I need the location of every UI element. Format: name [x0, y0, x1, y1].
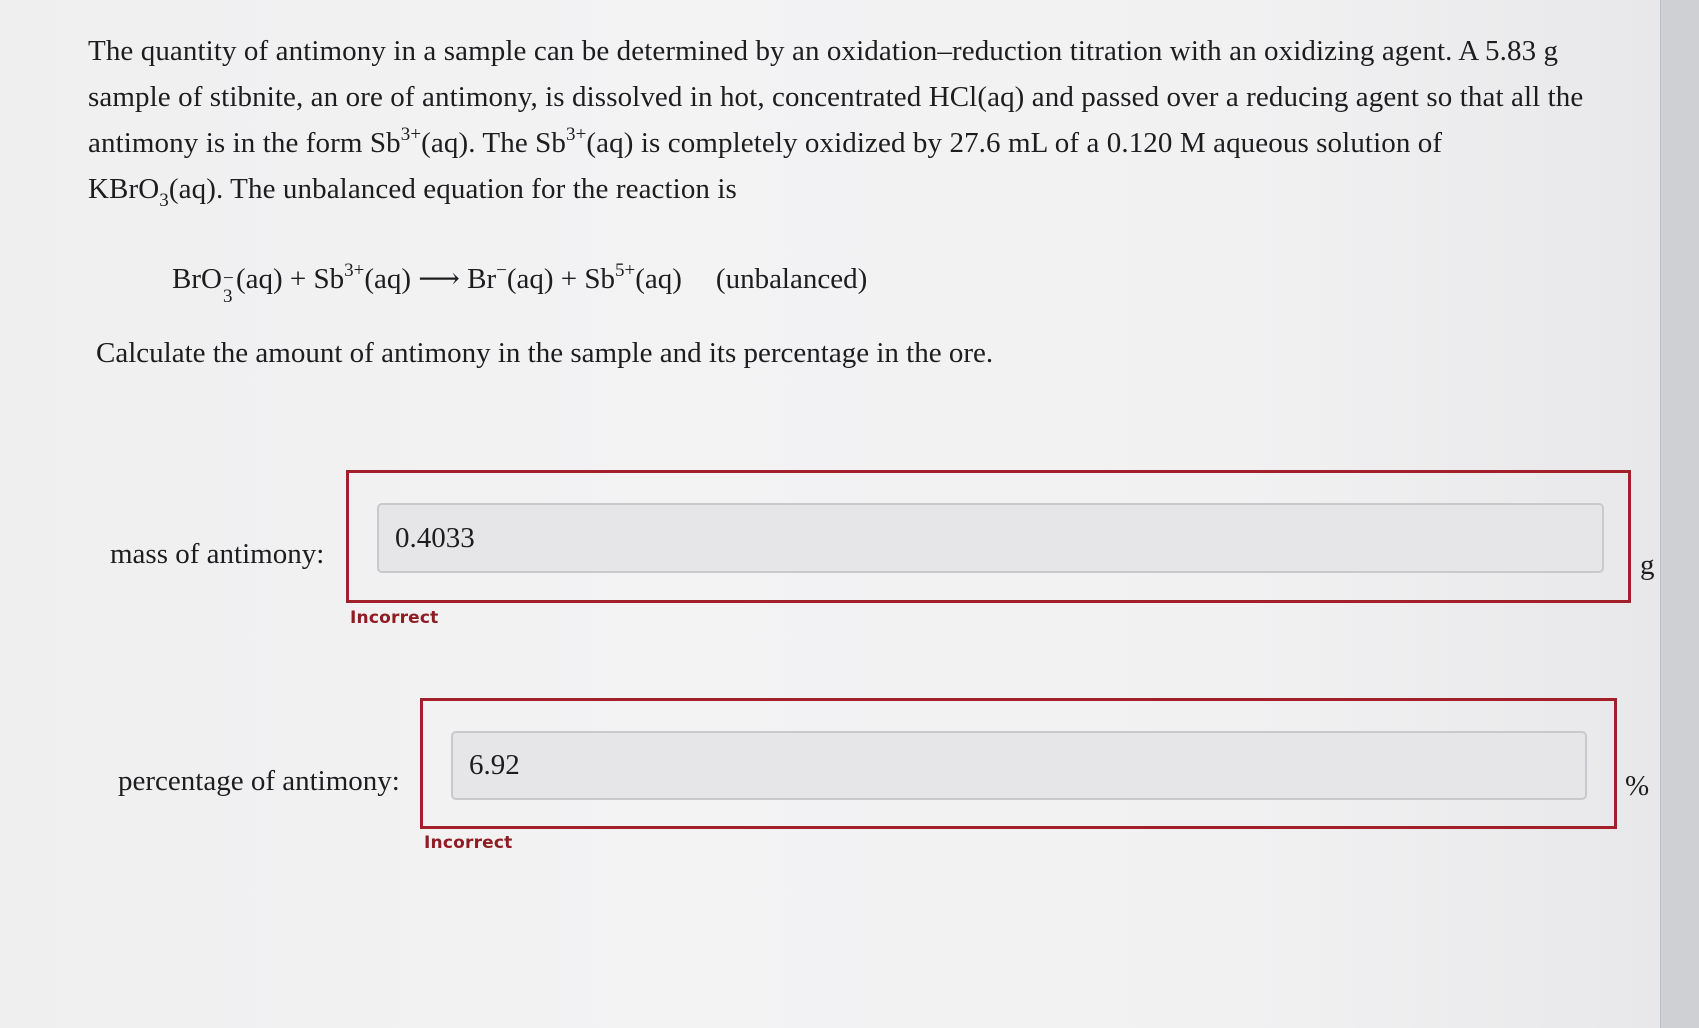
percentage-unit: %: [1625, 770, 1650, 802]
bromide-charge: −: [496, 260, 507, 281]
mass-unit: g: [1640, 549, 1655, 581]
question-line-4: [88, 166, 1688, 212]
question-line-3-end: (aq) is completely oxidized by 27.6 mL of a 0.120 M aqueous solution of: [586, 127, 1443, 159]
mass-input[interactable]: [377, 503, 1604, 573]
question-line-3-middle: (aq). The Sb: [421, 127, 566, 159]
bromate-charge: −: [222, 268, 234, 289]
question-line-3-start: antimony is in the form Sb: [88, 127, 401, 159]
subscript-3: 3: [159, 190, 169, 211]
bromate-subscript: 3: [222, 286, 233, 307]
mass-label: mass of antimony:: [110, 538, 325, 570]
unbalanced-note: (unbalanced): [715, 263, 868, 295]
question-line-1-text: The quantity of antimony in a sample can be determined by an oxidation–reduction titration with an oxidizing agent. A 5.83 g: [88, 35, 1559, 67]
antimony-3-charge: 3+: [344, 260, 365, 281]
question-line-2: [88, 74, 1688, 120]
charge-superscript: 3+: [565, 124, 587, 145]
equation-part-3: (aq) + Sb: [506, 263, 615, 295]
reaction-equation: [172, 256, 868, 307]
question-line-2-text: sample of stibnite, an ore of antimony, is dissolved in hot, concentrated HCl(aq) and passed over a reducing agent so that all the: [88, 81, 1584, 113]
equation-part-4: (aq): [635, 263, 682, 295]
bromate-charge-subscript: [222, 268, 236, 307]
equation-part-2: (aq) ⟶ Br: [364, 263, 497, 295]
percentage-input[interactable]: [451, 731, 1587, 800]
question-text: [88, 28, 1688, 212]
percentage-label: percentage of antimony:: [118, 765, 400, 797]
question-prompt: Calculate the amount of antimony in the sample and its percentage in the ore.: [96, 337, 994, 369]
question-line-3: [88, 120, 1688, 166]
percentage-status-incorrect: Incorrect: [424, 833, 513, 853]
question-line-4-start: KBrO: [88, 173, 160, 205]
mass-status-incorrect: Incorrect: [350, 608, 439, 628]
question-line-1: [88, 28, 1688, 74]
question-line-4-end: (aq). The unbalanced equation for the reaction is: [168, 173, 737, 205]
equation-part-1: (aq) + Sb: [235, 263, 345, 295]
charge-superscript: 3+: [400, 124, 422, 145]
bromate-formula: BrO: [172, 263, 222, 295]
antimony-5-charge: 5+: [615, 260, 636, 281]
